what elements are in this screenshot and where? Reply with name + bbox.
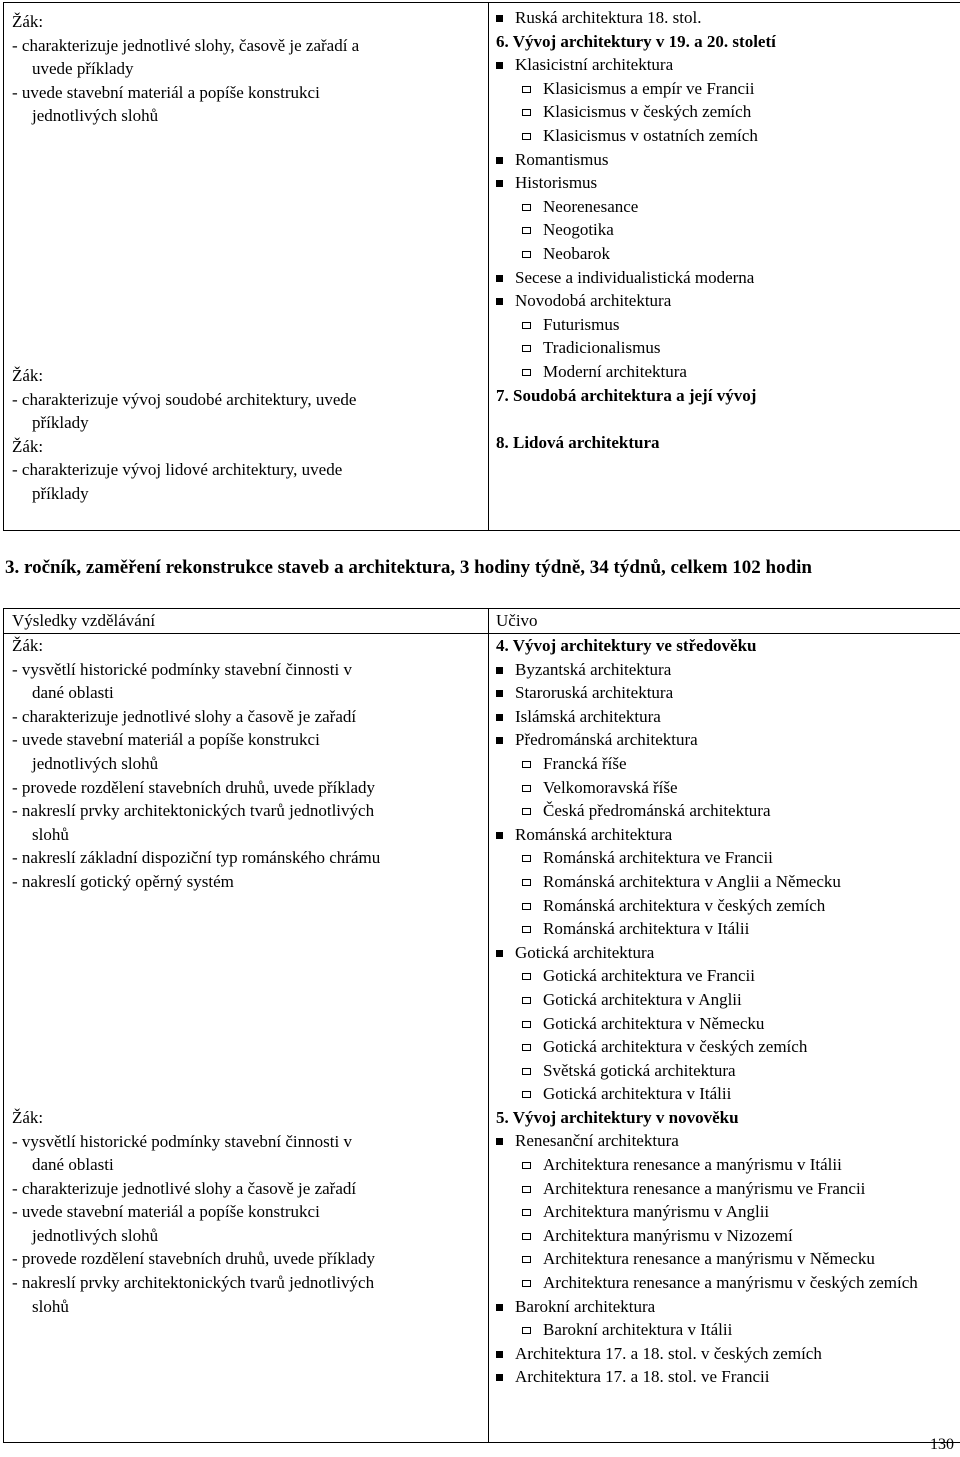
item-text: Historismus xyxy=(515,173,597,192)
subtopic-item xyxy=(496,870,960,894)
topic-item xyxy=(496,289,960,313)
square-bullet-icon xyxy=(496,1374,503,1381)
square-bullet-icon xyxy=(496,298,503,305)
subtopic-item xyxy=(496,1059,960,1083)
square-bullet-icon xyxy=(496,180,503,187)
subtopic-item xyxy=(496,917,960,941)
item-text: Klasicismus v českých zemích xyxy=(543,102,751,121)
item-text: Renesanční architektura xyxy=(515,1131,679,1150)
item-text: 5. Vývoj architektury v novověku xyxy=(496,1108,739,1127)
section-heading xyxy=(496,1106,960,1130)
subtopic-item xyxy=(496,776,960,800)
subtopic-item xyxy=(496,336,960,360)
outcome-line: slohů xyxy=(12,823,488,847)
item-text: Staroruská architektura xyxy=(515,683,673,702)
subtopic-item xyxy=(496,988,960,1012)
outcome-line: - charakterizuje jednotlivé slohy a časově je zařadí xyxy=(12,705,488,729)
outcome-line: - nakreslí prvky architektonických tvarů jednotlivých xyxy=(12,1271,488,1295)
item-text: Secese a individualistická moderna xyxy=(515,268,754,287)
item-text: Gotická architektura ve Francii xyxy=(543,966,755,985)
outcomes-cell xyxy=(4,634,489,1443)
column-header-outcomes xyxy=(4,609,489,634)
hollow-bullet-icon xyxy=(522,808,531,815)
item-text: Barokní architektura xyxy=(515,1297,655,1316)
hollow-bullet-icon xyxy=(522,1280,531,1287)
topic-item xyxy=(496,1129,960,1153)
subtopic-item xyxy=(496,1318,960,1342)
block-label: Žák: xyxy=(12,634,488,658)
section-title: 3. ročník, zaměření rekonstrukce staveb a architektura, 3 hodiny týdně, 34 týdnů, celkem 102 hodin xyxy=(5,556,955,580)
item-text: Architektura renesance a manýrismu ve Francii xyxy=(543,1179,865,1198)
section-heading xyxy=(496,431,960,455)
item-text: Gotická architektura v Německu xyxy=(543,1014,764,1033)
curriculum-list xyxy=(496,634,960,1389)
item-text: Románská architektura xyxy=(515,825,672,844)
item-text: Neobarok xyxy=(543,244,610,263)
subtopic-item xyxy=(496,1271,960,1295)
hollow-bullet-icon xyxy=(522,369,531,376)
square-bullet-icon xyxy=(496,15,503,22)
subtopic-item xyxy=(496,1200,960,1224)
item-text: Romantismus xyxy=(515,150,609,169)
topic-item xyxy=(496,1295,960,1319)
topic-item xyxy=(496,941,960,965)
hollow-bullet-icon xyxy=(522,973,531,980)
item-text: Architektura renesance a manýrismu v českých zemích xyxy=(543,1273,918,1292)
column-header-curriculum xyxy=(489,609,960,634)
outcome-line: - charakterizuje vývoj lidové architektury, uvede xyxy=(12,458,488,482)
item-text: Byzantská architektura xyxy=(515,660,671,679)
hollow-bullet-icon xyxy=(522,1233,531,1240)
block-label: Žák: xyxy=(12,435,488,459)
outcome-line: - nakreslí prvky architektonických tvarů jednotlivých xyxy=(12,799,488,823)
item-text: Futurismus xyxy=(543,315,620,334)
item-text: Gotická architektura v Anglii xyxy=(543,990,742,1009)
square-bullet-icon xyxy=(496,714,503,721)
outcome-line: - nakreslí gotický opěrný systém xyxy=(12,870,488,894)
outcome-line: - vysvětlí historické podmínky stavební činnosti v xyxy=(12,658,488,682)
item-text: Islámská architektura xyxy=(515,707,661,726)
item-text: Architektura 17. a 18. stol. ve Francii xyxy=(515,1367,769,1386)
item-text: Klasicistní architektura xyxy=(515,55,673,74)
square-bullet-icon xyxy=(496,1304,503,1311)
item-text: Gotická architektura v českých zemích xyxy=(543,1037,807,1056)
item-text: 7. Soudobá architektura a její vývoj xyxy=(496,386,756,405)
item-text: Předrománská architektura xyxy=(515,730,698,749)
subtopic-item xyxy=(496,846,960,870)
square-bullet-icon xyxy=(496,950,503,957)
outcome-line: - charakterizuje jednotlivé slohy, časově je zařadí a xyxy=(12,34,488,58)
item-text: Románská architektura v českých zemích xyxy=(543,896,825,915)
item-text: Klasicismus a empír ve Francii xyxy=(543,79,755,98)
hollow-bullet-icon xyxy=(522,86,531,93)
header-label: Výsledky vzdělávání xyxy=(12,611,155,630)
outcome-line: příklady xyxy=(12,411,488,435)
item-text: Velkomoravská říše xyxy=(543,778,678,797)
item-text: Románská architektura v Anglii a Německu xyxy=(543,872,841,891)
subtopic-item xyxy=(496,1224,960,1248)
hollow-bullet-icon xyxy=(522,926,531,933)
hollow-bullet-icon xyxy=(522,1209,531,1216)
item-text: Gotická architektura xyxy=(515,943,654,962)
outcome-line: - uvede stavební materiál a popíše konstrukci xyxy=(12,728,488,752)
outcome-line: - vysvětlí historické podmínky stavební činnosti v xyxy=(12,1130,488,1154)
item-text: Ruská architektura 18. stol. xyxy=(515,8,702,27)
outcome-line: jednotlivých slohů xyxy=(12,752,488,776)
subtopic-item xyxy=(496,1177,960,1201)
subtopic-item xyxy=(496,1035,960,1059)
subtopic-item xyxy=(496,1012,960,1036)
hollow-bullet-icon xyxy=(522,785,531,792)
outcome-line: uvede příklady xyxy=(12,57,488,81)
subtopic-item xyxy=(496,195,960,219)
outcome-line: - uvede stavební materiál a popíše konstrukci xyxy=(12,1200,488,1224)
hollow-bullet-icon xyxy=(522,1044,531,1051)
item-text: Barokní architektura v Itálii xyxy=(543,1320,732,1339)
square-bullet-icon xyxy=(496,832,503,839)
outcomes-list xyxy=(12,10,488,506)
outcome-line: - uvede stavební materiál a popíše konstrukci xyxy=(12,81,488,105)
section-heading xyxy=(496,30,960,54)
hollow-bullet-icon xyxy=(522,879,531,886)
topic-item xyxy=(496,148,960,172)
outcome-line: - provede rozdělení stavebních druhů, uvede příklady xyxy=(12,1247,488,1271)
square-bullet-icon xyxy=(496,157,503,164)
subtopic-item xyxy=(496,313,960,337)
subtopic-item xyxy=(496,1247,960,1271)
subtopic-item xyxy=(496,242,960,266)
curriculum-table xyxy=(3,608,960,1443)
outcomes-list xyxy=(12,634,488,1318)
hollow-bullet-icon xyxy=(522,109,531,116)
outcome-line: - nakreslí základní dispoziční typ románského chrámu xyxy=(12,846,488,870)
hollow-bullet-icon xyxy=(522,1186,531,1193)
table-continuation xyxy=(3,2,960,531)
page-number: 130 xyxy=(930,1433,954,1457)
item-text: Klasicismus v ostatních zemích xyxy=(543,126,758,145)
hollow-bullet-icon xyxy=(522,1091,531,1098)
hollow-bullet-icon xyxy=(522,227,531,234)
topic-item xyxy=(496,1342,960,1366)
square-bullet-icon xyxy=(496,690,503,697)
item-text: Architektura renesance a manýrismu v Itálii xyxy=(543,1155,842,1174)
hollow-bullet-icon xyxy=(522,761,531,768)
subtopic-item xyxy=(496,100,960,124)
square-bullet-icon xyxy=(496,62,503,69)
item-text: Architektura manýrismu v Anglii xyxy=(543,1202,769,1221)
topic-item xyxy=(496,823,960,847)
square-bullet-icon xyxy=(496,737,503,744)
item-text: Novodobá architektura xyxy=(515,291,671,310)
spacer xyxy=(496,407,960,431)
subtopic-item xyxy=(496,360,960,384)
curriculum-cell xyxy=(489,634,960,1443)
hollow-bullet-icon xyxy=(522,1327,531,1334)
subtopic-item xyxy=(496,1082,960,1106)
square-bullet-icon xyxy=(496,667,503,674)
item-text: Románská architektura v Itálii xyxy=(543,919,749,938)
outcome-line: jednotlivých slohů xyxy=(12,1224,488,1248)
topic-item xyxy=(496,728,960,752)
subtopic-item xyxy=(496,77,960,101)
topic-item xyxy=(496,266,960,290)
hollow-bullet-icon xyxy=(522,345,531,352)
topic-item xyxy=(496,53,960,77)
topic-item xyxy=(496,705,960,729)
outcome-line: jednotlivých slohů xyxy=(12,104,488,128)
item-text: Tradicionalismus xyxy=(543,338,660,357)
item-text: Neogotika xyxy=(543,220,614,239)
outcome-line: příklady xyxy=(12,482,488,506)
section-heading xyxy=(496,634,960,658)
hollow-bullet-icon xyxy=(522,1162,531,1169)
outcome-line: slohů xyxy=(12,1295,488,1319)
subtopic-item xyxy=(496,752,960,776)
outcome-line: dané oblasti xyxy=(12,681,488,705)
square-bullet-icon xyxy=(496,1138,503,1145)
topic-item xyxy=(496,171,960,195)
section-heading xyxy=(496,384,960,408)
topic-item xyxy=(496,681,960,705)
outcome-line: - charakterizuje jednotlivé slohy a časově je zařadí xyxy=(12,1177,488,1201)
item-text: Architektura 17. a 18. stol. v českých zemích xyxy=(515,1344,822,1363)
square-bullet-icon xyxy=(496,1351,503,1358)
subtopic-item xyxy=(496,964,960,988)
topic-item xyxy=(496,658,960,682)
outcome-line: - charakterizuje vývoj soudobé architektury, uvede xyxy=(12,388,488,412)
item-text: Neorenesance xyxy=(543,197,638,216)
subtopic-item xyxy=(496,218,960,242)
block-label: Žák: xyxy=(12,364,488,388)
item-text: Architektura manýrismu v Nizozemí xyxy=(543,1226,793,1245)
subtopic-item xyxy=(496,1153,960,1177)
item-text: Moderní architektura xyxy=(543,362,687,381)
item-text: Románská architektura ve Francii xyxy=(543,848,773,867)
curriculum-list xyxy=(496,6,960,454)
hollow-bullet-icon xyxy=(522,251,531,258)
item-text: Světská gotická architektura xyxy=(543,1061,736,1080)
hollow-bullet-icon xyxy=(522,1256,531,1263)
hollow-bullet-icon xyxy=(522,204,531,211)
subtopic-item xyxy=(496,799,960,823)
item-text: Architektura renesance a manýrismu v Německu xyxy=(543,1249,875,1268)
block-label: Žák: xyxy=(12,10,488,34)
item-text: 6. Vývoj architektury v 19. a 20. století xyxy=(496,32,776,51)
item-text: 4. Vývoj architektury ve středověku xyxy=(496,636,757,655)
block-label: Žák: xyxy=(12,1106,488,1130)
outcomes-cell xyxy=(4,3,489,531)
subtopic-item xyxy=(496,124,960,148)
topic-item xyxy=(496,1365,960,1389)
square-bullet-icon xyxy=(496,275,503,282)
hollow-bullet-icon xyxy=(522,903,531,910)
subtopic-item xyxy=(496,894,960,918)
item-text: 8. Lidová architektura xyxy=(496,433,660,452)
hollow-bullet-icon xyxy=(522,133,531,140)
hollow-bullet-icon xyxy=(522,1068,531,1075)
hollow-bullet-icon xyxy=(522,855,531,862)
outcome-line: - provede rozdělení stavebních druhů, uvede příklady xyxy=(12,776,488,800)
curriculum-cell xyxy=(489,3,960,531)
hollow-bullet-icon xyxy=(522,997,531,1004)
item-text: Francká říše xyxy=(543,754,627,773)
hollow-bullet-icon xyxy=(522,322,531,329)
outcome-line: dané oblasti xyxy=(12,1153,488,1177)
item-text: Česká předrománská architektura xyxy=(543,801,771,820)
hollow-bullet-icon xyxy=(522,1021,531,1028)
header-label: Učivo xyxy=(496,611,538,630)
topic-item xyxy=(496,6,960,30)
item-text: Gotická architektura v Itálii xyxy=(543,1084,731,1103)
